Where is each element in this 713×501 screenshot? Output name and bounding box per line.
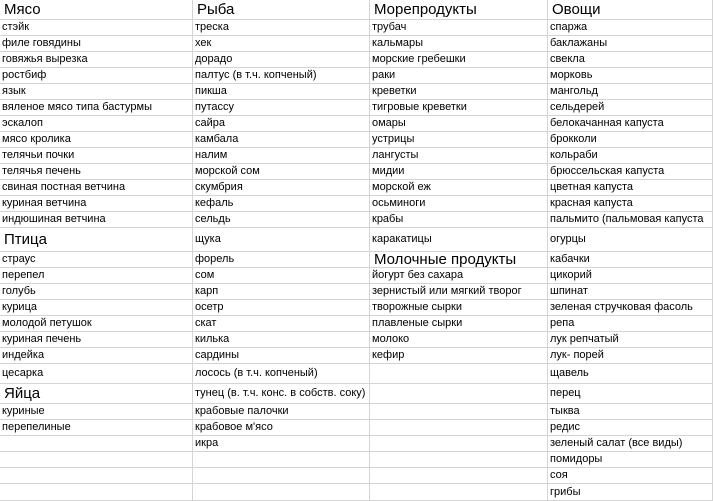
table-cell: морские гребешки xyxy=(370,52,547,68)
table-cell: сом xyxy=(193,268,369,284)
table-cell: вяленое мясо типа бастурмы xyxy=(0,100,192,116)
table-cell: килька xyxy=(193,332,369,348)
column-meat xyxy=(0,0,193,501)
column-vegetables xyxy=(548,0,713,501)
table-cell: свекла xyxy=(548,52,712,68)
table-cell: цикорий xyxy=(548,268,712,284)
table-cell: курица xyxy=(0,300,192,316)
table-cell: спаржа xyxy=(548,20,712,36)
table-cell: редис xyxy=(548,420,712,436)
table-cell: цветная капуста xyxy=(548,180,712,196)
table-cell: баклажаны xyxy=(548,36,712,52)
table-cell: мангольд xyxy=(548,84,712,100)
table-cell: скумбрия xyxy=(193,180,369,196)
section-header: Рыба xyxy=(193,0,369,20)
table-cell: форель xyxy=(193,252,369,268)
table-cell: омары xyxy=(370,116,547,132)
table-cell: стэйк xyxy=(0,20,192,36)
section-header: Мясо xyxy=(0,0,192,20)
table-cell: щука xyxy=(193,228,369,252)
table-cell: перепелиные xyxy=(0,420,192,436)
table-cell xyxy=(0,452,192,468)
table-cell: тигровые креветки xyxy=(370,100,547,116)
table-cell: сайра xyxy=(193,116,369,132)
table-cell xyxy=(370,384,547,404)
table-cell xyxy=(0,468,192,484)
section-header: Молочные продукты xyxy=(370,252,547,268)
table-cell: хек xyxy=(193,36,369,52)
table-cell: креветки xyxy=(370,84,547,100)
table-cell: лук репчатый xyxy=(548,332,712,348)
table-cell xyxy=(370,484,547,501)
table-cell: лангусты xyxy=(370,148,547,164)
table-cell: филе говядины xyxy=(0,36,192,52)
table-cell: творожные сырки xyxy=(370,300,547,316)
table-cell: тыква xyxy=(548,404,712,420)
table-cell: цесарка xyxy=(0,364,192,384)
table-cell: плавленые сырки xyxy=(370,316,547,332)
section-header: Птица xyxy=(0,228,192,252)
table-cell: помидоры xyxy=(548,452,712,468)
table-cell: перец xyxy=(548,384,712,404)
table-cell: эскалоп xyxy=(0,116,192,132)
table-cell: крабовое м'ясо xyxy=(193,420,369,436)
table-cell: зернистый или мягкий творог xyxy=(370,284,547,300)
table-cell: путассу xyxy=(193,100,369,116)
table-cell: морской сом xyxy=(193,164,369,180)
table-cell: тунец (в. т.ч. конс. в собств. соку) xyxy=(193,384,369,404)
table-cell: кальмары xyxy=(370,36,547,52)
table-cell: крабовые палочки xyxy=(193,404,369,420)
table-cell: пикша xyxy=(193,84,369,100)
table-cell: кольраби xyxy=(548,148,712,164)
table-cell: зеленый салат (все виды) xyxy=(548,436,712,452)
table-cell: крабы xyxy=(370,212,547,228)
column-seafood xyxy=(370,0,548,501)
table-cell: пальмито (пальмовая капуста xyxy=(548,212,712,228)
table-cell: трубач xyxy=(370,20,547,36)
table-cell: брокколи xyxy=(548,132,712,148)
table-cell: морковь xyxy=(548,68,712,84)
table-cell: белокачанная капуста xyxy=(548,116,712,132)
table-cell: перепел xyxy=(0,268,192,284)
table-cell: огурцы xyxy=(548,228,712,252)
table-cell: зеленая стручковая фасоль xyxy=(548,300,712,316)
table-cell xyxy=(193,484,369,501)
column-fish xyxy=(193,0,370,501)
table-cell: мясо кролика xyxy=(0,132,192,148)
table-cell: говяжья вырезка xyxy=(0,52,192,68)
table-cell xyxy=(370,404,547,420)
table-cell: скат xyxy=(193,316,369,332)
table-cell: индейка xyxy=(0,348,192,364)
table-cell: раки xyxy=(370,68,547,84)
table-cell xyxy=(193,452,369,468)
table-cell: палтус (в т.ч. копченый) xyxy=(193,68,369,84)
table-cell: грибы xyxy=(548,484,712,501)
table-cell: сельдь xyxy=(193,212,369,228)
table-cell: осьминоги xyxy=(370,196,547,212)
table-cell: куриная печень xyxy=(0,332,192,348)
table-cell: кабачки xyxy=(548,252,712,268)
table-cell: голубь xyxy=(0,284,192,300)
table-cell xyxy=(370,364,547,384)
table-cell: сельдерей xyxy=(548,100,712,116)
table-cell xyxy=(370,420,547,436)
table-cell: свиная постная ветчина xyxy=(0,180,192,196)
table-cell: устрицы xyxy=(370,132,547,148)
table-cell: щавель xyxy=(548,364,712,384)
table-cell: ростбиф xyxy=(0,68,192,84)
table-cell: треска xyxy=(193,20,369,36)
section-header: Морепродукты xyxy=(370,0,547,20)
table-cell: шпинат xyxy=(548,284,712,300)
table-cell: сардины xyxy=(193,348,369,364)
table-cell: морской еж xyxy=(370,180,547,196)
table-cell: репа xyxy=(548,316,712,332)
table-cell: телячьи почки xyxy=(0,148,192,164)
table-cell xyxy=(370,436,547,452)
table-cell xyxy=(0,484,192,501)
table-cell: каракатицы xyxy=(370,228,547,252)
table-cell: осетр xyxy=(193,300,369,316)
table-cell: красная капуста xyxy=(548,196,712,212)
table-cell: страус xyxy=(0,252,192,268)
table-cell: молоко xyxy=(370,332,547,348)
table-cell: йогурт без сахара xyxy=(370,268,547,284)
table-cell: соя xyxy=(548,468,712,484)
table-cell: налим xyxy=(193,148,369,164)
table-cell xyxy=(370,468,547,484)
section-header: Яйца xyxy=(0,384,192,404)
table-cell: мидии xyxy=(370,164,547,180)
table-cell: карп xyxy=(193,284,369,300)
table-cell: камбала xyxy=(193,132,369,148)
table-cell: брюссельская капуста xyxy=(548,164,712,180)
table-cell: икра xyxy=(193,436,369,452)
table-cell xyxy=(370,452,547,468)
table-cell: кефир xyxy=(370,348,547,364)
table-cell: лук- порей xyxy=(548,348,712,364)
table-cell: индюшиная ветчина xyxy=(0,212,192,228)
table-cell xyxy=(0,436,192,452)
table-cell: язык xyxy=(0,84,192,100)
table-cell: телячья печень xyxy=(0,164,192,180)
section-header: Овощи xyxy=(548,0,712,20)
table-cell: лосось (в т.ч. копченый) xyxy=(193,364,369,384)
table-cell: кефаль xyxy=(193,196,369,212)
table-cell: дорадо xyxy=(193,52,369,68)
table-cell xyxy=(193,468,369,484)
table-cell: куриная ветчина xyxy=(0,196,192,212)
table-cell: молодой петушок xyxy=(0,316,192,332)
table-cell: куриные xyxy=(0,404,192,420)
